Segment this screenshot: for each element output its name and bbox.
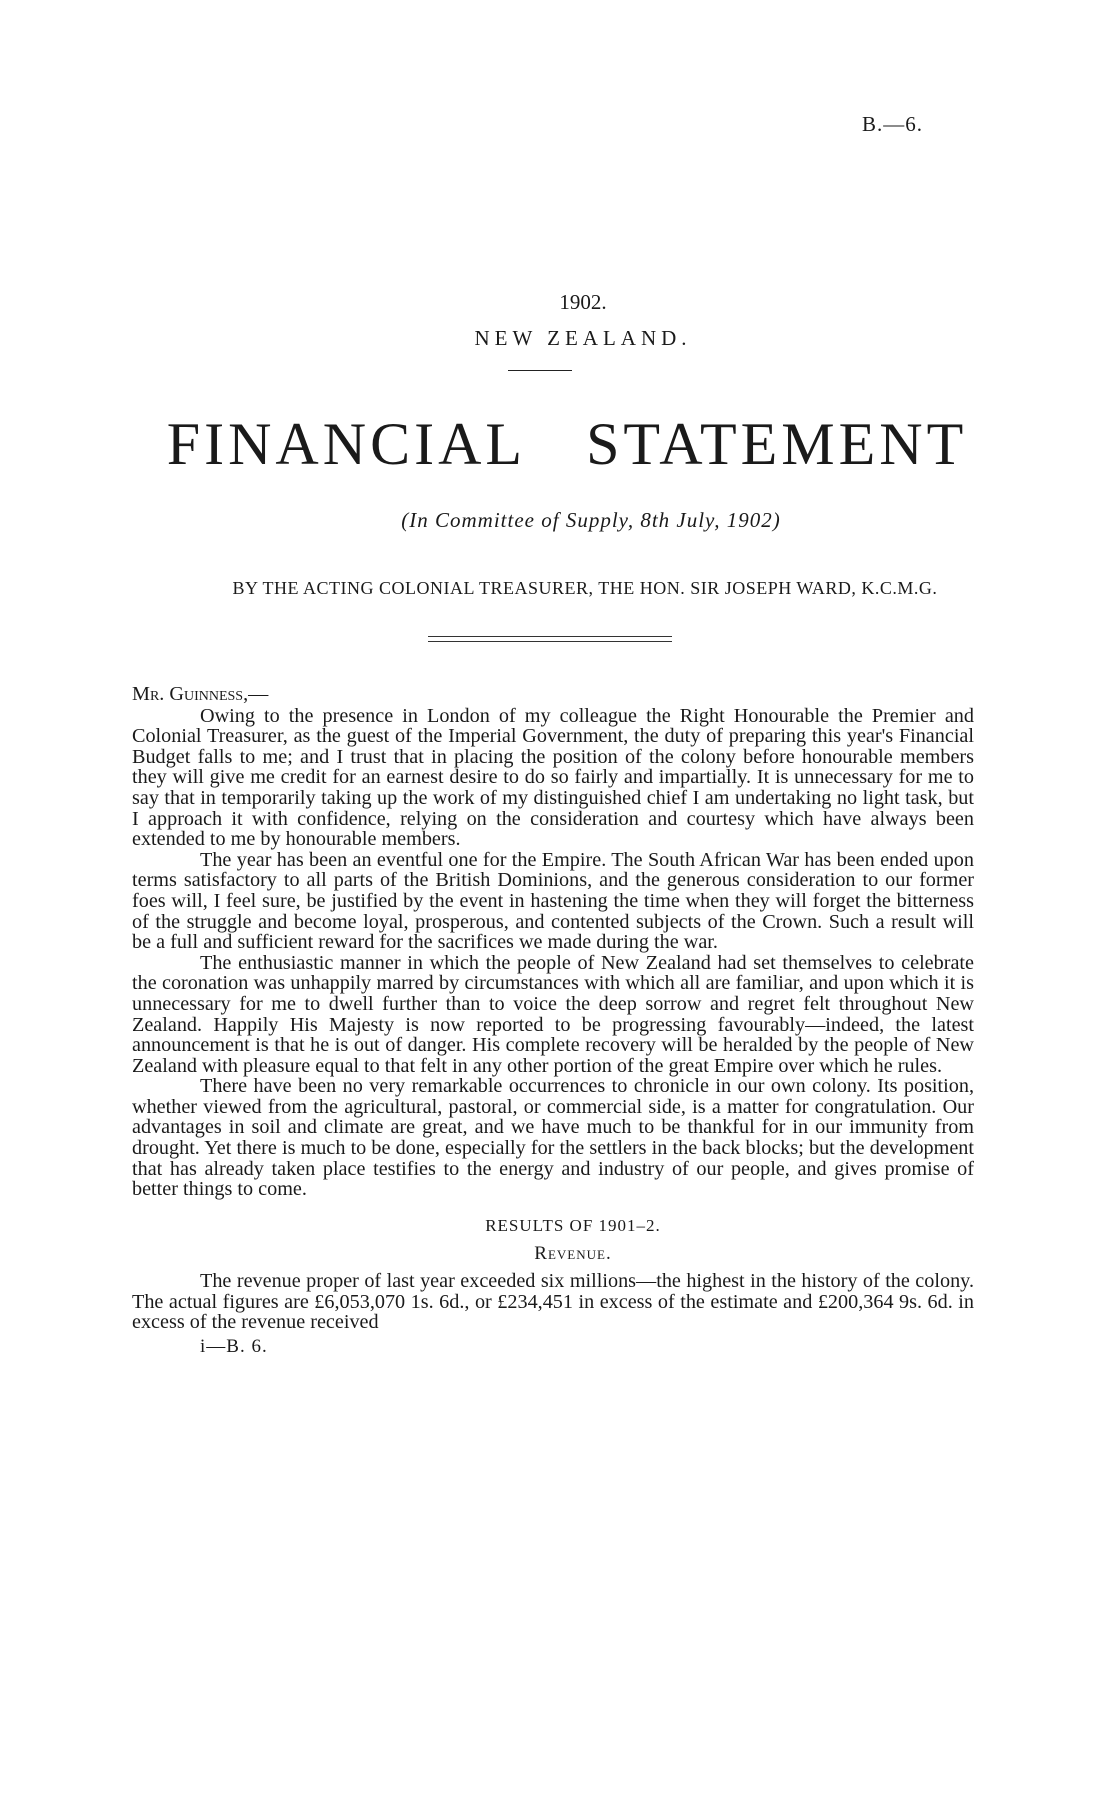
paragraph-4: There have been no very remarkable occurrences to chronicle in our own colony. Its position, whether viewed from the agricultural, pastoral, or commercial side, is a matter for congratulation. Our advantages in soil and climate are great, and we have much to be thankful for in our immunity from drought. Yet there is much to be done, especially for the settlers in the back blocks; but the development that has already taken place testifies to the energy and industry of our people, and gives promise of better things to come. — [132, 1075, 974, 1201]
footer-page-reference: i—B. 6. — [200, 1335, 268, 1357]
revenue-paragraph: The revenue proper of last year exceeded six millions—the highest in the history of the colony. The actual figures are £6,053,070 1s. 6d., or £234,451 in excess of the estimate and £200,364 9s. 6d. in excess of the revenue received — [132, 1270, 974, 1334]
document-title — [10, 410, 1114, 479]
document-body — [132, 684, 974, 1357]
document-subtitle: (In Committee of Supply, 8th July, 1902) — [401, 508, 781, 532]
paragraph-2: The year has been an eventful one for the Empire. The South African War has been ended upon terms satisfactory to all parts of the British Dominions, and the generous consideration to our former foes will, I feel sure, be justified by the event in hastening the time when they will forget the bitterness of the struggle and become loyal, prosperous, and contented subjects of the Crown. Such a result will be a full and sufficient reward for the sacrifices we made during the war. — [132, 848, 974, 954]
section-heading-results: RESULTS OF 1901–2. — [485, 1215, 661, 1235]
title-word-statement: STATEMENT — [586, 411, 968, 477]
title-word-financial: FINANCIAL — [166, 411, 527, 477]
paragraph-1: Owing to the presence in London of my colleague the Right Honourable the Premier and Colonial Treasurer, as the guest of the Imperial Government, the duty of preparing this year's Financial Budget falls to me; and I trust that in placing the position of the colony before honourable members they will give me credit for an earnest desire to do so fairly and impartially. It is unnecessary for me to say that in temporarily taking up the work of my distinguished chief I am undertaking no light task, but I approach it with confidence, relying on the consideration and courtesy which have always been extended to me by honourable members. — [132, 704, 974, 851]
short-divider — [508, 370, 572, 371]
country-heading: NEW ZEALAND. — [474, 326, 692, 350]
salutation: Mr. Guinness,— — [132, 683, 269, 705]
double-divider — [428, 636, 672, 642]
document-byline: BY THE ACTING COLONIAL TREASURER, THE HON. SIR JOSEPH WARD, K.C.M.G. — [232, 578, 938, 598]
page-reference: B.—6. — [862, 112, 924, 136]
paragraph-3: The enthusiastic manner in which the people of New Zealand had set themselves to celebrate the coronation was unhappily marred by circumstances with which all are familiar, and upon which it is unnecessary for me to dwell further than to voice the deep sorrow and regret felt throughout New Zealand. Happily His Majesty is now reported to be progressing favourably—indeed, the latest announcement is that he is out of danger. His complete recovery will be heralded by the people of New Zealand with pleasure equal to that felt in any other portion of the great Empire over which he rules. — [132, 951, 974, 1077]
document-year: 1902. — [559, 290, 607, 314]
subsection-heading-revenue: Revenue. — [534, 1243, 612, 1265]
